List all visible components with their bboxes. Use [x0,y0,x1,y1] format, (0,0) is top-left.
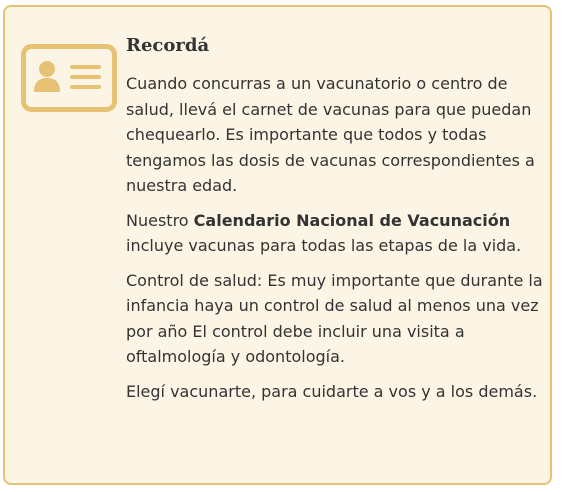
calendar-name: Calendario Nacional de Vacunación [193,210,511,230]
paragraph-national-calendar [126,208,546,259]
paragraph-vaccination-card: Cuando concurras a un vacunatorio o centro de salud, llevá el carnet de vacunas para que puedan chequearlo. Es importante que todos y todas tengamos las dosis de vacunas correspondientes a nuestra edad. [126,74,535,195]
paragraph-prefix: Nuestro [126,210,194,230]
paragraph-health-control: Control de salud: Es muy importante que durante la infancia haya un control de salud al menos una vez por año El control debe incluir una visita a oftalmología y odontología. [126,270,543,366]
id-card-icon [21,44,117,112]
paragraph-choose-vaccination: Elegí vacunarte, para cuidarte a vos y a los demás. [126,381,538,401]
card-title: Recordá [126,35,210,56]
reminder-card [3,5,552,485]
paragraph-suffix: incluye vacunas para todas las etapas de la vida. [126,236,522,255]
reminder-content [126,33,546,413]
